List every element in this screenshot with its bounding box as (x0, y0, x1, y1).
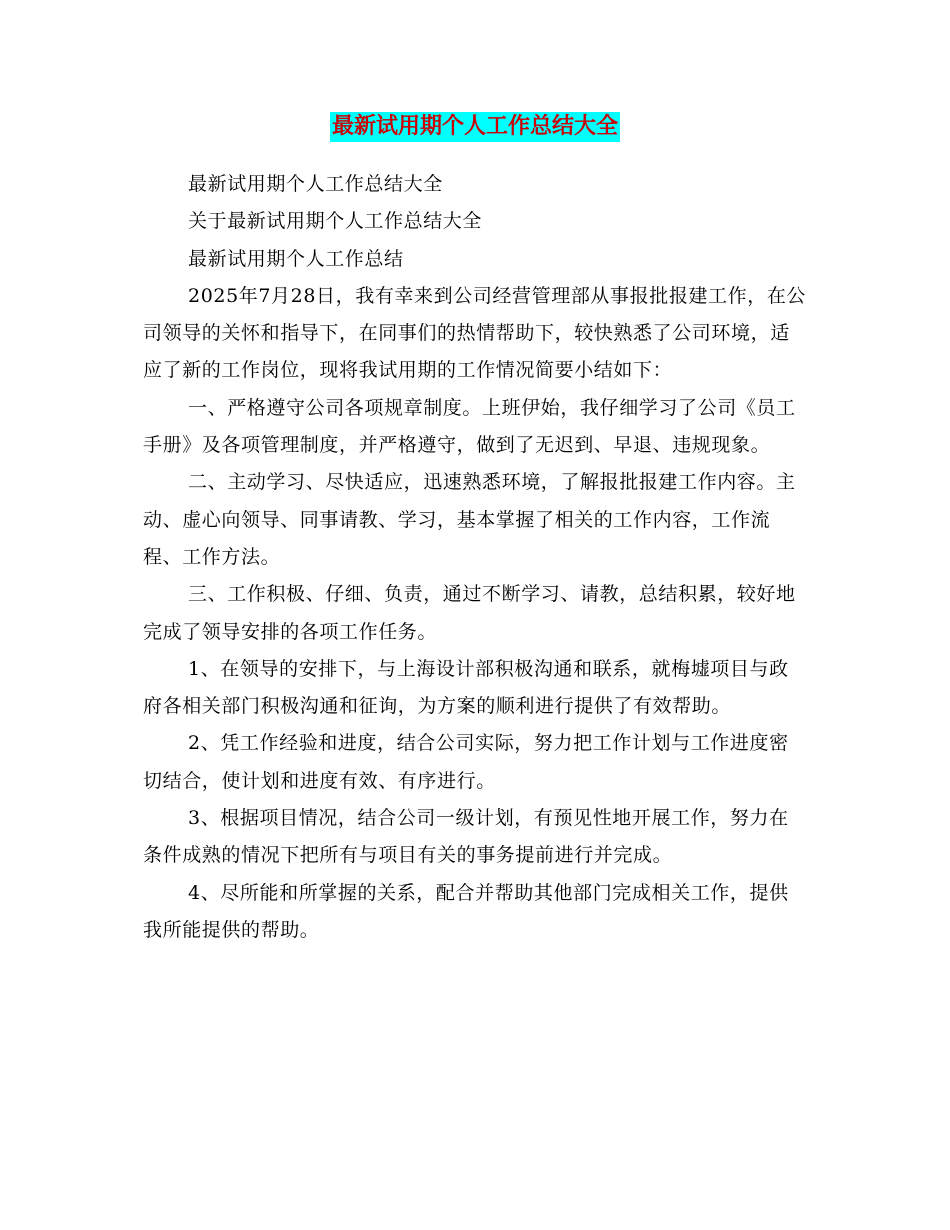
paragraph-9: 2、凭工作经验和进度，结合公司实际，努力把工作计划与工作进度密切结合，使计划和进度有效、有序进行。 (143, 732, 789, 792)
document-title: 最新试用期个人工作总结大全 (330, 112, 620, 142)
paragraph-1: 最新试用期个人工作总结大全 (188, 173, 443, 195)
paragraph-3: 最新试用期个人工作总结 (188, 247, 404, 270)
paragraph-8: 1、在领导的安排下，与上海设计部积极沟通和联系，就梅墟项目与政府各相关部门积极沟通和征询，为方案的顺利进行提供了有效帮助。 (143, 657, 789, 718)
document-body (143, 166, 808, 949)
paragraph-4: 2025年7月28日，我有幸来到公司经营管理部从事报批报建工作，在公司领导的关怀和指导下，在同事们的热情帮助下，较快熟悉了公司环境，适应了新的工作岗位，现将我试用期的工作情况简要小结如下： (143, 284, 807, 382)
paragraph-5: 一、严格遵守公司各项规章制度。上班伊始，我仔细学习了公司《员工手册》及各项管理制度，并严格遵守，做到了无迟到、早退、违规现象。 (143, 396, 796, 457)
paragraph-6: 二、主动学习、尽快适应，迅速熟悉环境，了解报批报建工作内容。主动、虚心向领导、同事请教、学习，基本掌握了相关的工作内容，工作流程、工作方法。 (143, 471, 796, 568)
paragraph-7: 三、工作积极、仔细、负责，通过不断学习、请教，总结积累，较好地完成了领导安排的各项工作任务。 (143, 583, 796, 643)
paragraph-11: 4、尽所能和所掌握的关系，配合并帮助其他部门完成相关工作，提供我所能提供的帮助。 (143, 881, 789, 941)
paragraph-2: 关于最新试用期个人工作总结大全 (188, 210, 483, 233)
title-container (0, 112, 950, 142)
paragraph-10: 3、根据项目情况，结合公司一级计划，有预见性地开展工作，努力在条件成熟的情况下把所有与项目有关的事务提前进行并完成。 (143, 807, 789, 867)
